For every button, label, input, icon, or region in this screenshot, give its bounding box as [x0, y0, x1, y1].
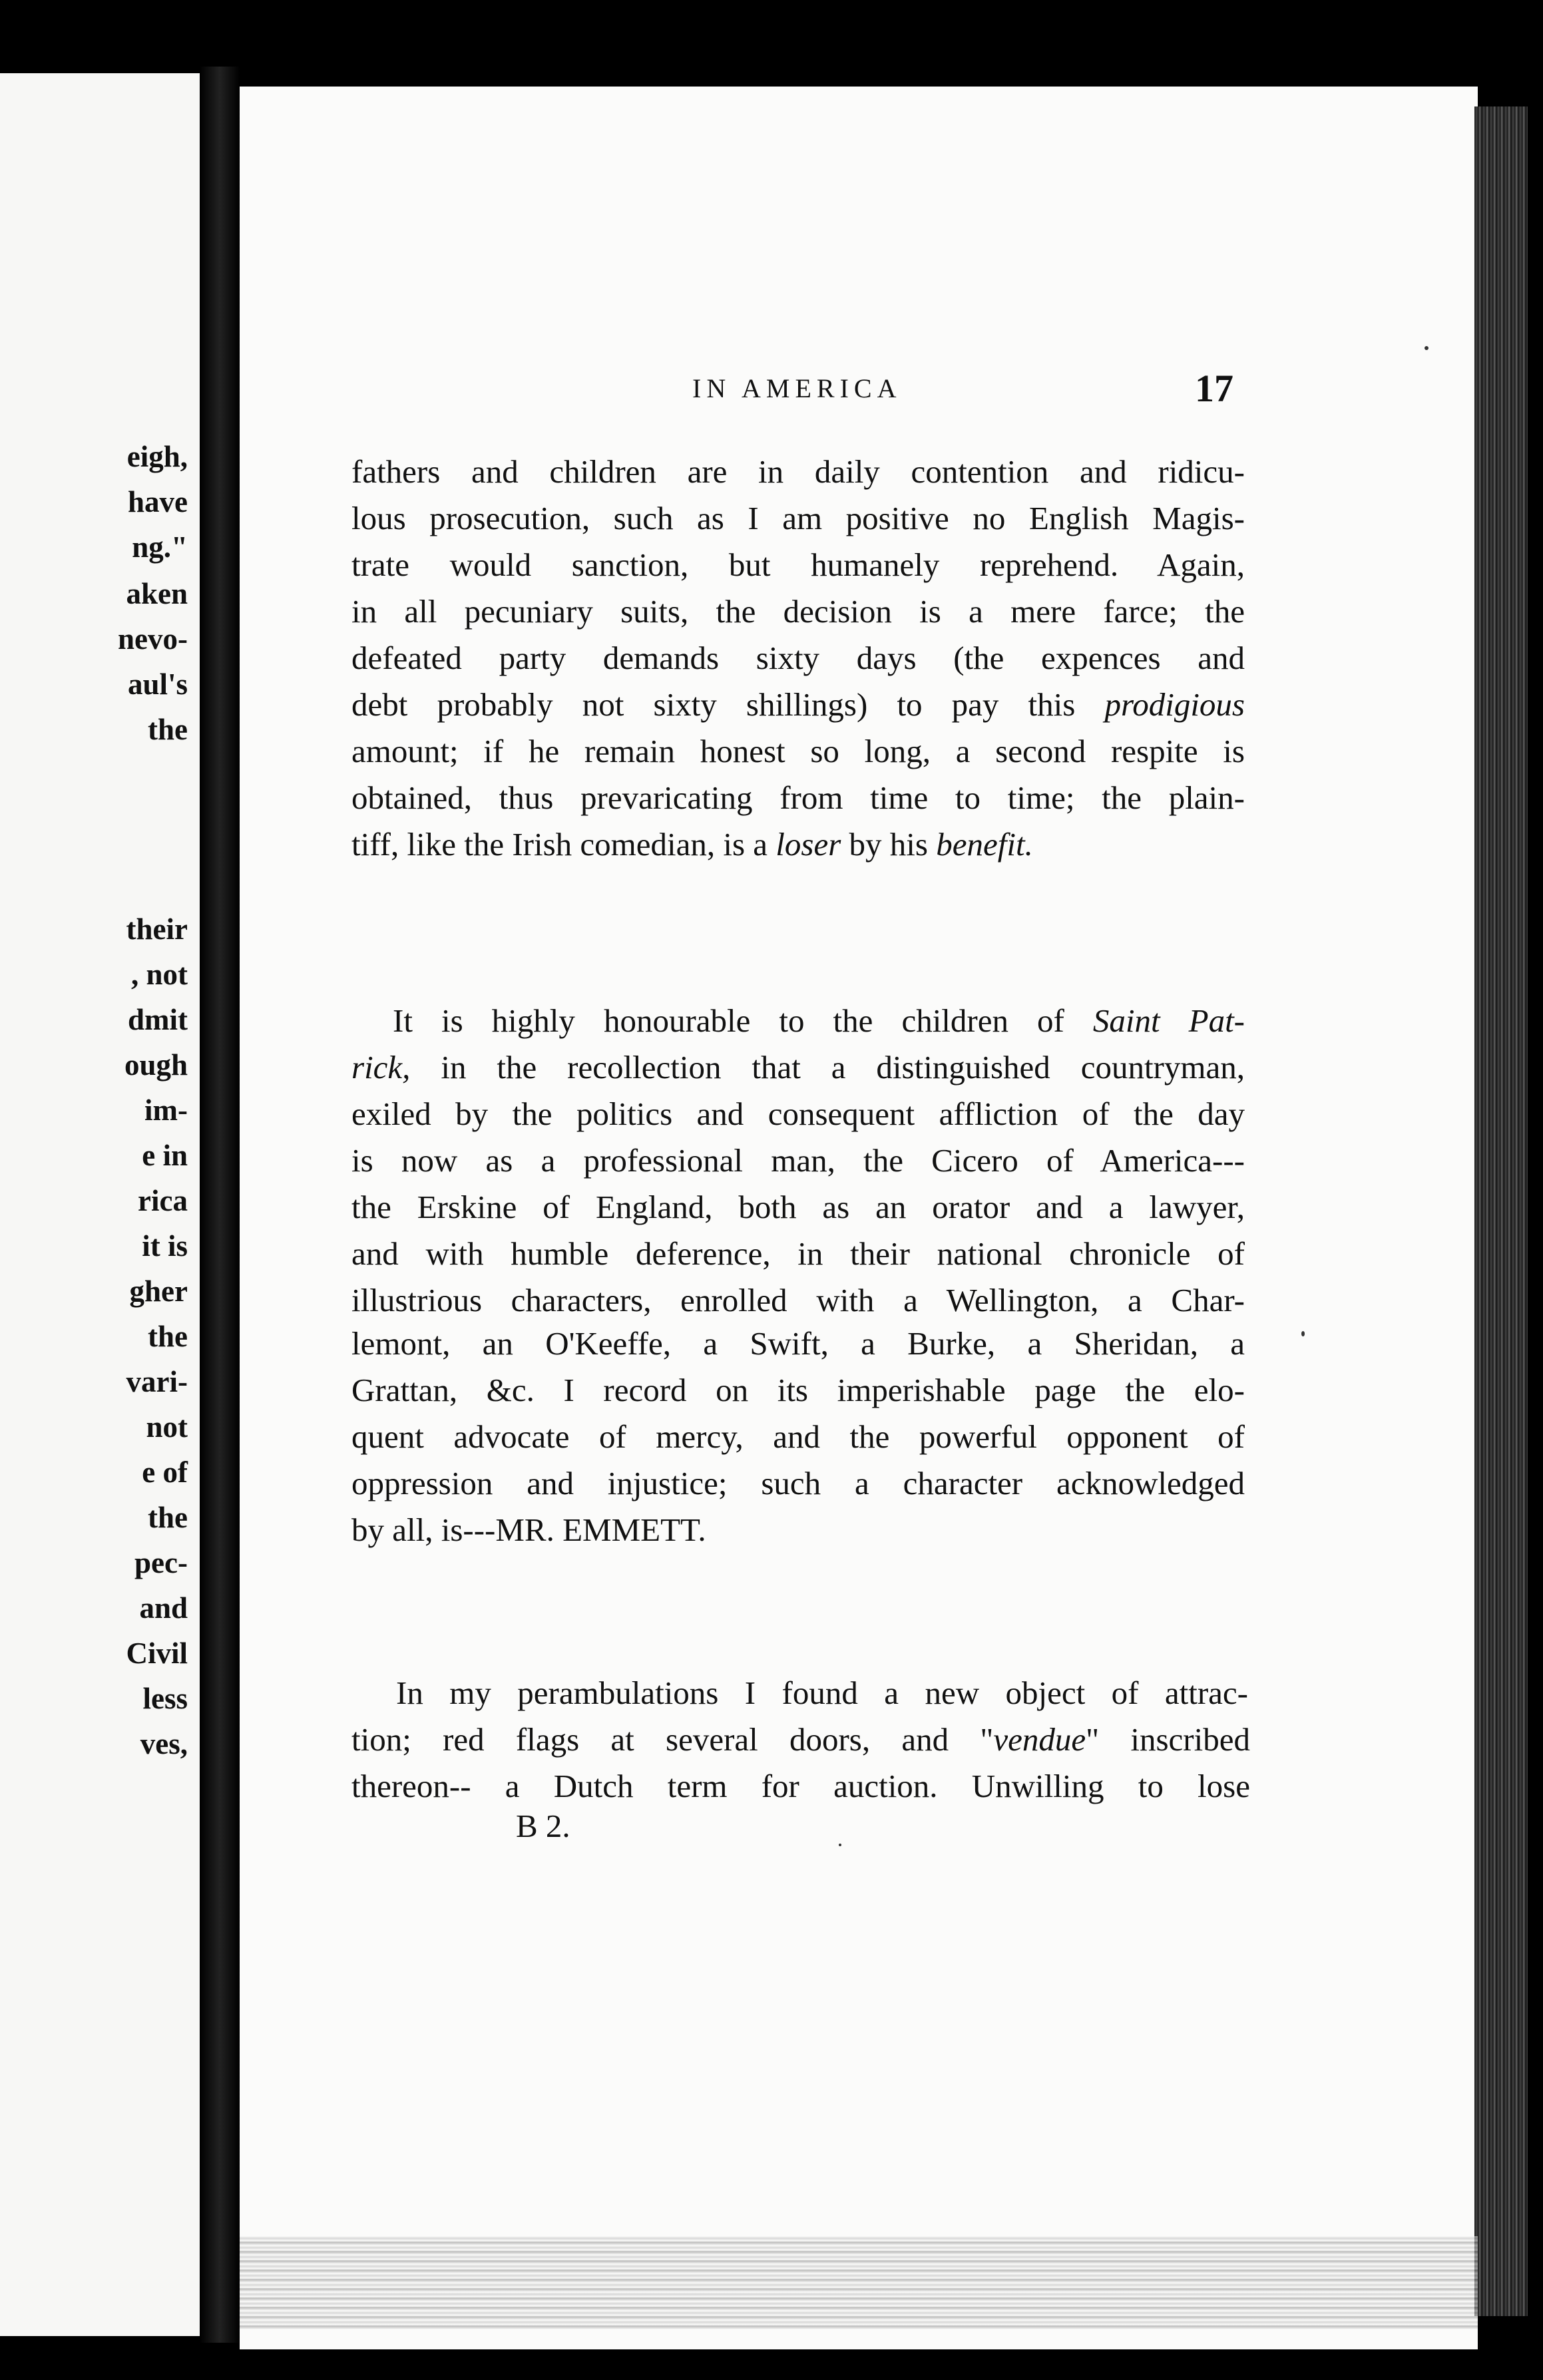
previous-page-fragment: aken	[126, 577, 188, 610]
previous-page-fragment: it is	[142, 1229, 188, 1263]
paragraph-2-line: and with humble deference, in their national chronicle of	[351, 1235, 1245, 1272]
previous-page-fragment: rica	[138, 1184, 188, 1217]
paragraph-1-line: amount; if he remain honest so long, a second respite is	[351, 733, 1245, 769]
previous-page-fragment: and	[139, 1591, 188, 1625]
previous-page-fragment: have	[128, 485, 188, 518]
book-gutter	[200, 67, 240, 2343]
previous-page-fragment: ng."	[132, 530, 188, 564]
previous-page-fragment: Civil	[126, 1637, 188, 1670]
paragraph-1-line: fathers and children are in daily contention and ridicu-	[351, 453, 1245, 490]
paragraph-2-line: quent advocate of mercy, and the powerful opponent of	[351, 1418, 1245, 1455]
previous-page-fragment: eigh,	[126, 440, 188, 473]
previous-page-fragment: im-	[144, 1093, 188, 1127]
previous-page-fragment: their	[126, 912, 188, 946]
paragraph-2-line: exiled by the politics and consequent affliction of the day	[351, 1095, 1245, 1132]
paragraph-1-line: trate would sanction, but humanely reprehend. Again,	[351, 546, 1245, 583]
previous-page-fragment: the	[148, 713, 188, 746]
previous-page-fragment: the	[148, 1320, 188, 1353]
paragraph-2-line: lemont, an O'Keeffe, a Swift, a Burke, a Sheridan, a	[351, 1325, 1245, 1362]
previous-page-fragment: less	[142, 1682, 188, 1715]
paragraph-1-line: debt probably not sixty shillings) to pay this prodigious	[351, 686, 1245, 723]
paragraph-1-line: defeated party demands sixty days (the expences and	[351, 640, 1245, 676]
paragraph-2-line: by all, is---MR. EMMETT.	[351, 1511, 706, 1548]
page-stack-edge	[1474, 106, 1528, 2316]
paragraph-2-line: rick, in the recollection that a distinguished countryman,	[351, 1049, 1245, 1086]
previous-page-fragment: dmit	[128, 1003, 188, 1036]
paragraph-1-line: lous prosecution, such as I am positive no English Magis-	[351, 500, 1245, 536]
running-header: IN AMERICA	[692, 373, 902, 403]
signature-mark: B 2.	[516, 1808, 570, 1844]
paragraph-3-line: thereon-- a Dutch term for auction. Unwilling to lose	[351, 1768, 1250, 1804]
page-bottom-edge	[240, 2236, 1478, 2329]
previous-page-fragment: ough	[124, 1048, 188, 1082]
previous-page-fragment: e of	[142, 1456, 188, 1489]
previous-page-fragment: nevo-	[118, 622, 188, 656]
paragraph-2-line: It is highly honourable to the children of Saint Pat-	[393, 1002, 1245, 1039]
ink-speck	[1301, 1331, 1305, 1336]
previous-page-fragment: vari-	[126, 1365, 188, 1398]
previous-page-fragment: , not	[130, 958, 188, 991]
previous-page-fragment: e in	[142, 1139, 188, 1172]
paragraph-1-line: tiff, like the Irish comedian, is a loser by his benefit.	[351, 826, 1033, 863]
previous-page-fragment: aul's	[127, 668, 188, 701]
previous-page-fragment: gher	[129, 1275, 188, 1308]
previous-page-fragment: ves,	[140, 1727, 188, 1760]
paragraph-2-line: the Erskine of England, both as an orator and a lawyer,	[351, 1189, 1245, 1225]
paragraph-2-line: oppression and injustice; such a character acknowledged	[351, 1465, 1245, 1501]
paragraph-3-line: tion; red flags at several doors, and "vendue" inscribed	[351, 1721, 1250, 1758]
paragraph-2-line: illustrious characters, enrolled with a Wellington, a Char-	[351, 1282, 1245, 1318]
paragraph-2-line: Grattan, &c. I record on its imperishable page the elo-	[351, 1372, 1245, 1408]
ink-speck	[1425, 346, 1429, 350]
paragraph-1-line: in all pecuniary suits, the decision is a mere farce; the	[351, 593, 1245, 630]
paragraph-1-line: obtained, thus prevaricating from time to time; the plain-	[351, 779, 1245, 816]
paragraph-2-line: is now as a professional man, the Cicero of America---	[351, 1142, 1245, 1179]
previous-page-fragment: pec-	[134, 1546, 188, 1579]
page-number: 17	[1195, 367, 1233, 410]
previous-page-fragment: the	[148, 1501, 188, 1534]
paragraph-3-line: In my perambulations I found a new object of attrac-	[396, 1675, 1248, 1711]
previous-page-fragment: not	[146, 1410, 188, 1444]
previous-page	[0, 73, 200, 2336]
ink-speck	[839, 1844, 841, 1846]
